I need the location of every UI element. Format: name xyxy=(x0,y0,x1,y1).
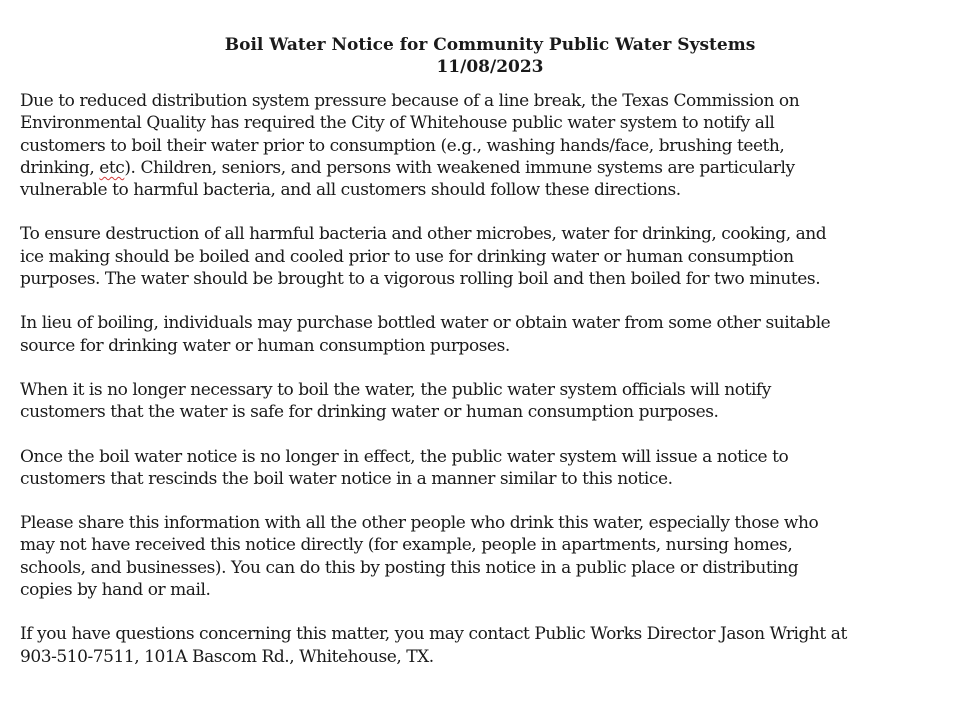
text-line: schools, and businesses). You can do this by posting this notice in a public place or distributing xyxy=(20,557,799,578)
text-line: Due to reduced distribution system pressure because of a line break, the Texas Commission on xyxy=(20,91,800,111)
paragraph-rescind xyxy=(20,446,960,491)
text-line: Please share this information with all the other people who drink this water, especially those who xyxy=(20,513,819,534)
notice-title: Boil Water Notice for Community Public Water Systems xyxy=(224,35,756,55)
document-header xyxy=(20,34,960,78)
text-line: customers to boil their water prior to consumption (e.g., washing hands/face, brushing teeth, xyxy=(20,135,785,156)
text-line: customers that the water is safe for drinking water or human consumption purposes. xyxy=(20,402,719,423)
document-page xyxy=(20,34,960,668)
notice-date: 11/08/2023 xyxy=(436,57,544,77)
text-line: drinking, etc). Children, seniors, and persons with weakened immune systems are particularly xyxy=(20,157,795,178)
paragraph-alternatives xyxy=(20,312,960,357)
text-line: may not have received this notice directly (for example, people in apartments, nursing homes, xyxy=(20,535,793,556)
text-line: If you have questions concerning this matter, you may contact Public Works Director Jason Wright at xyxy=(20,624,847,645)
paragraph-reason xyxy=(20,90,960,201)
text-line: In lieu of boiling, individuals may purchase bottled water or obtain water from some other suitable xyxy=(20,313,831,334)
text-line: To ensure destruction of all harmful bacteria and other microbes, water for drinking, cooking, and xyxy=(20,224,827,245)
text-line: copies by hand or mail. xyxy=(20,580,211,601)
text-line: 903-510-7511, 101A Bascom Rd., Whitehouse, TX. xyxy=(20,646,434,667)
paragraph-instructions xyxy=(20,223,960,290)
text-line: Environmental Quality has required the City of Whitehouse public water system to notify all xyxy=(20,113,775,134)
text-line: Once the boil water notice is no longer in effect, the public water system will issue a notice to xyxy=(20,446,789,467)
text-line: vulnerable to harmful bacteria, and all customers should follow these directions. xyxy=(20,180,681,201)
paragraph-share xyxy=(20,512,960,601)
text-line: ice making should be boiled and cooled prior to use for drinking water or human consumption xyxy=(20,246,794,267)
text-line: customers that rescinds the boil water notice in a manner similar to this notice. xyxy=(20,468,673,489)
text-line: source for drinking water or human consumption purposes. xyxy=(20,335,510,356)
paragraph-contact xyxy=(20,623,960,668)
text-line: purposes. The water should be brought to a vigorous rolling boil and then boiled for two minutes. xyxy=(20,269,821,290)
text-line: When it is no longer necessary to boil the water, the public water system officials will notify xyxy=(20,379,771,400)
paragraph-notification xyxy=(20,379,960,424)
